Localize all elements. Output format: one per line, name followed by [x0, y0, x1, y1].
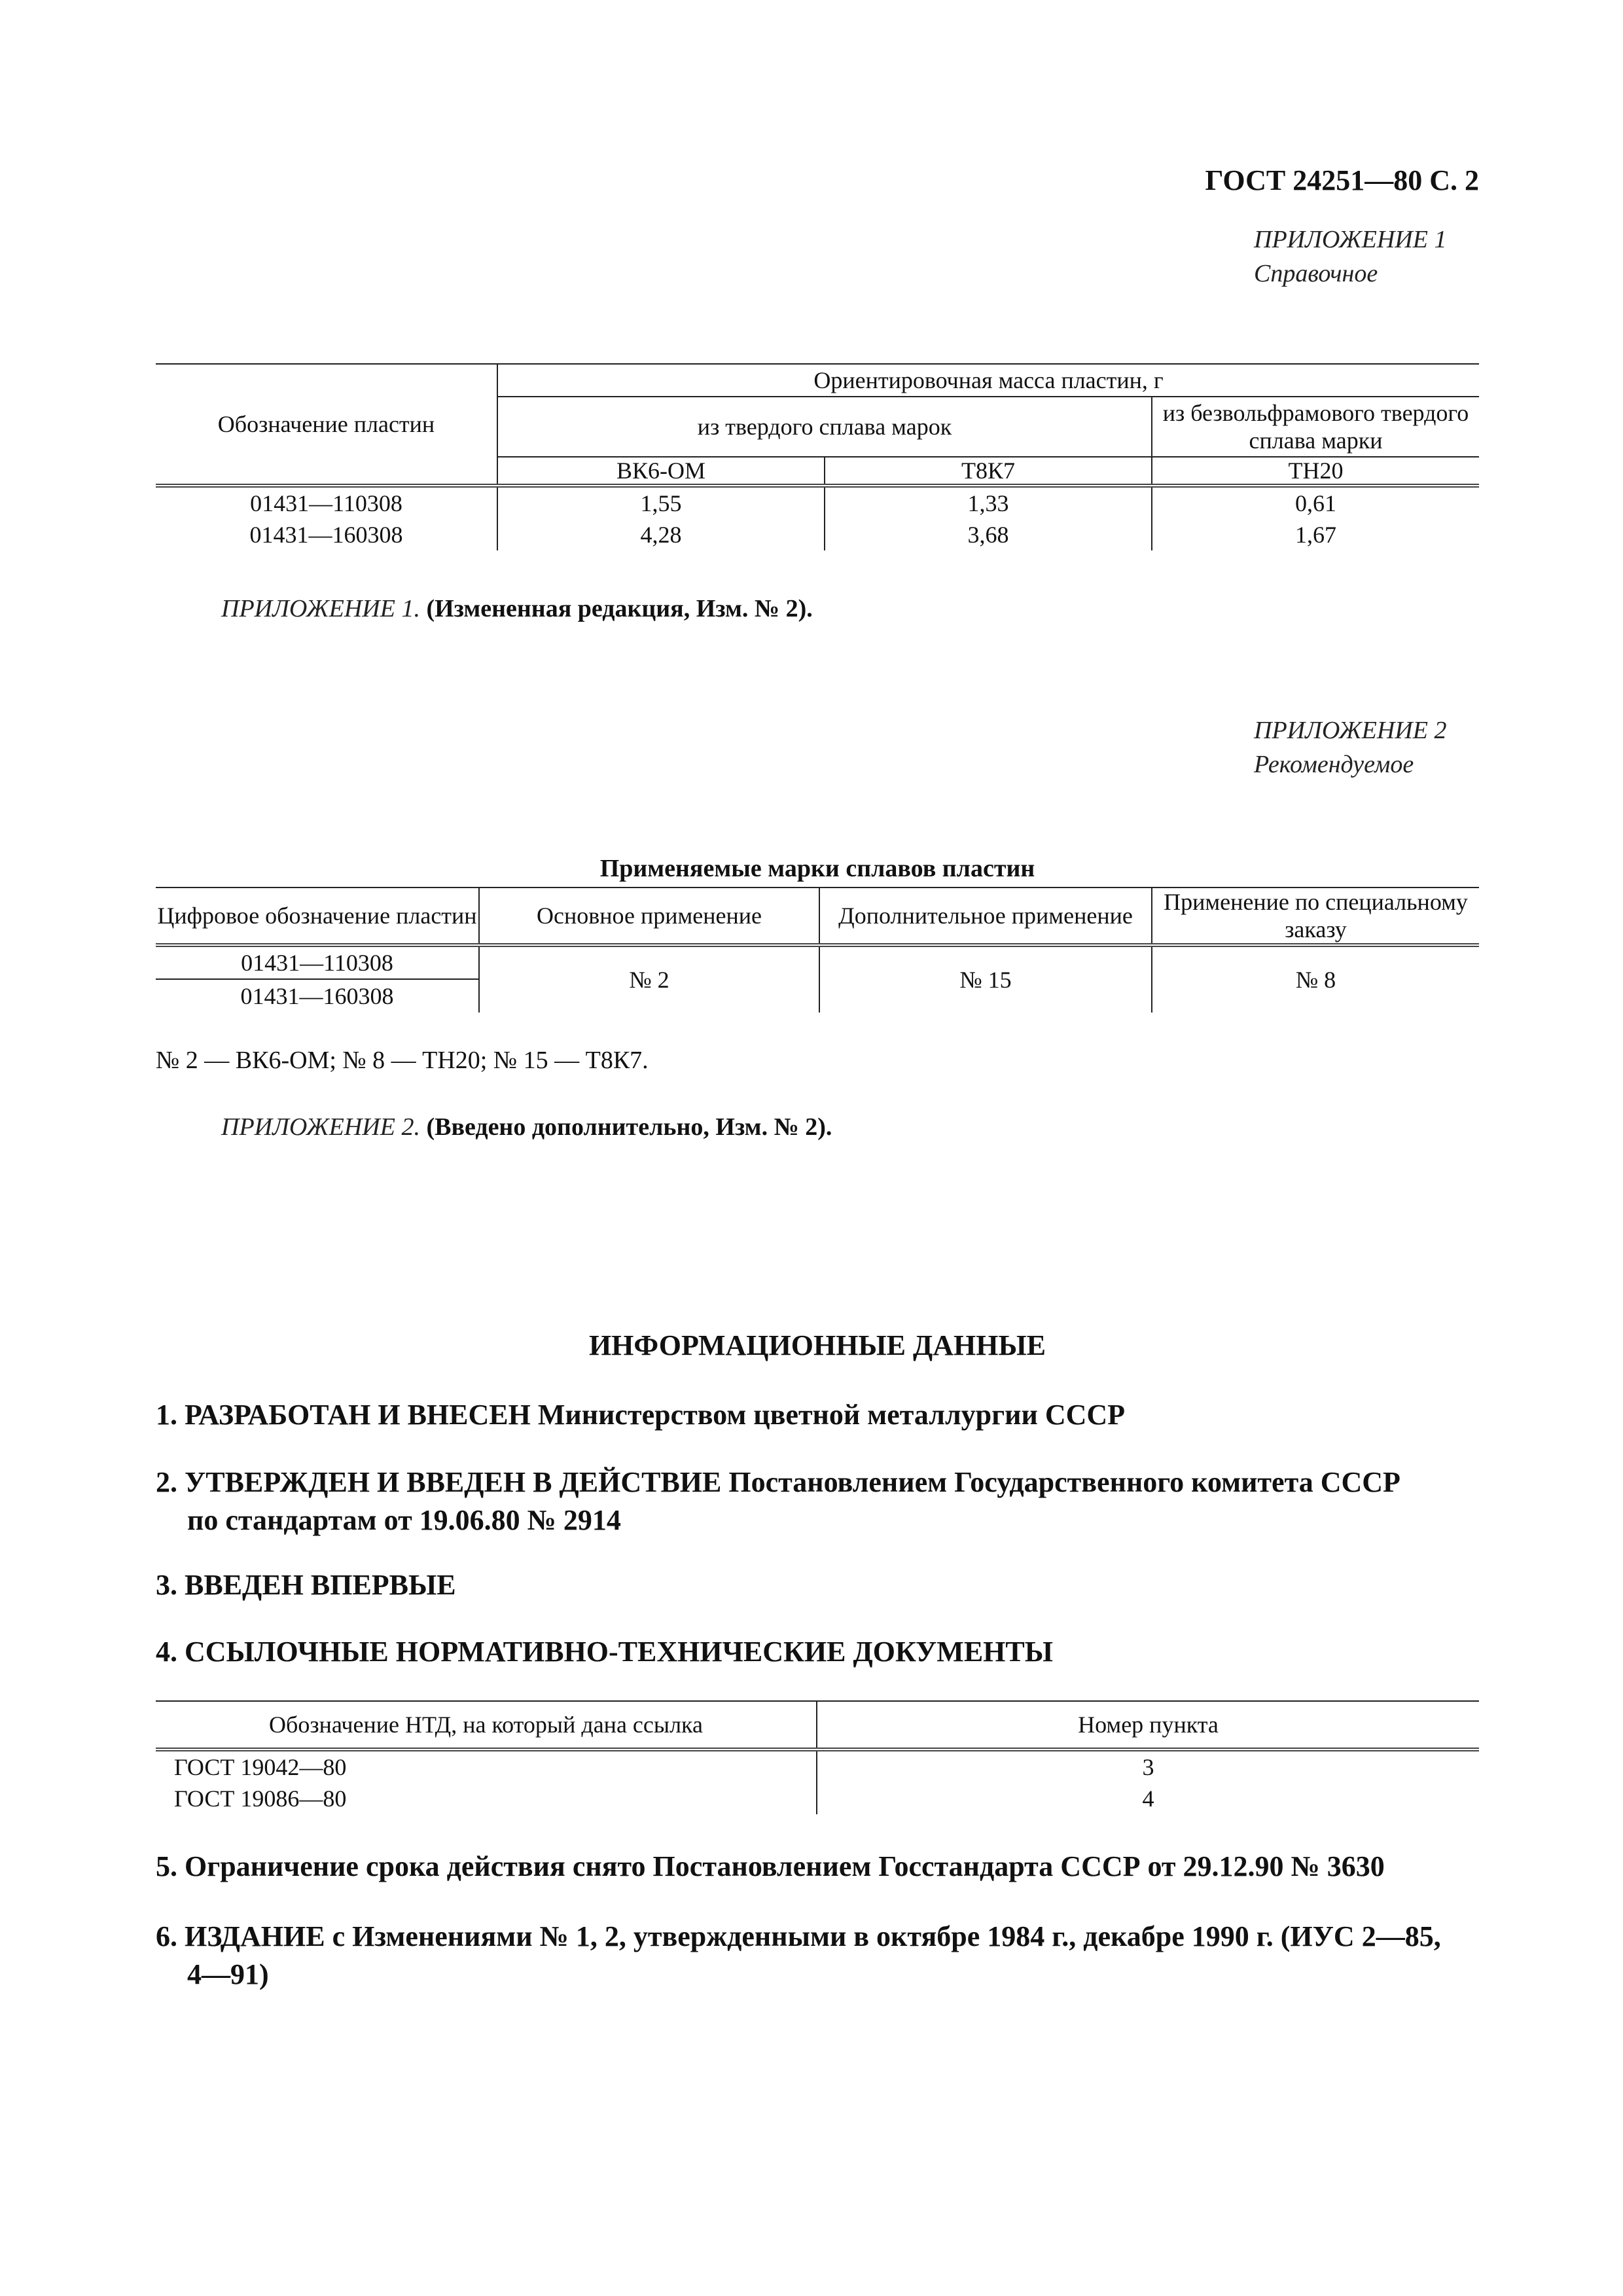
appendix2-kind: Рекомендуемое [1254, 751, 1414, 778]
row-value-t8k7: 3,68 [825, 519, 1152, 550]
row-designation: 01431—160308 [249, 522, 403, 548]
info-item-4: 4. ССЫЛОЧНЫЕ НОРМАТИВНО-ТЕХНИЧЕСКИЕ ДОКУМЕНТЫ [156, 1636, 1053, 1668]
row-value-tn20: 0,61 [1152, 486, 1479, 519]
appendix1-label: ПРИЛОЖЕНИЕ 1 [1254, 226, 1447, 253]
special-application-value: № 8 [1152, 945, 1479, 1013]
grade-legend: № 2 — ВК6-ОМ; № 8 — ТН20; № 15 — Т8К7. [156, 1047, 649, 1074]
col-doc-header: Обозначение НТД, на который дана ссылка [156, 1701, 817, 1749]
appendix1-kind: Справочное [1254, 260, 1378, 287]
col-designation-header: Цифровое обозначение пластин [156, 888, 479, 945]
table-row [156, 1783, 1479, 1814]
info-item-6-line2: 4—91) [187, 1958, 269, 1990]
col-main-header: Основное применение [479, 888, 819, 945]
appendix1-note [221, 594, 813, 623]
main-application-value: № 2 [479, 945, 819, 1013]
row-designation: 01431—110308 [250, 490, 402, 516]
appendix2-label: ПРИЛОЖЕНИЕ 2 [1254, 717, 1447, 744]
row-designation: 01431—160308 [240, 983, 394, 1009]
table-row [156, 945, 1479, 979]
info-item-6-line1: 6. ИЗДАНИЕ с Изменениями № 1, 2, утвержденными в октябре 1984 г., декабре 1990 г. (ИУС 2—85, [156, 1920, 1441, 1952]
hard-alloy-subheader: из твердого сплава марок [497, 397, 1152, 457]
appendix2-caption: Применяемые марки сплавов пластин [599, 855, 1035, 882]
appendix2-note-text: (Введено дополнительно, Изм. № 2). [426, 1113, 832, 1141]
row-value-t8k7: 1,33 [825, 486, 1152, 519]
page-header: ГОСТ 24251—80 С. 2 [1205, 164, 1479, 196]
appendix1-note-text: (Измененная редакция, Изм. № 2). [426, 595, 813, 622]
additional-application-value: № 15 [819, 945, 1152, 1013]
table-row [156, 519, 1479, 550]
info-item-2-line2: по стандартам от 19.06.80 № 2914 [187, 1504, 621, 1536]
appendix1-note-label: ПРИЛОЖЕНИЕ 1. [221, 595, 420, 622]
info-item-6 [156, 1918, 1484, 1994]
info-item-5: 5. Ограничение срока действия снято Постановлением Госстандарта СССР от 29.12.90 № 3630 [156, 1850, 1385, 1882]
mass-group-header: Ориентировочная масса пластин, г [497, 364, 1479, 397]
nontungsten-subheader: из безвольфрамового твердого сплава марки [1152, 397, 1479, 457]
table-row [156, 1749, 1479, 1783]
info-item-2-line1: 2. УТВЕРЖДЕН И ВВЕДЕН В ДЕЙСТВИЕ Постановлением Государственного комитета СССР [156, 1466, 1400, 1498]
appendix2-table [156, 887, 1479, 1013]
grade-header-tn20: ТН20 [1152, 457, 1479, 486]
col-additional-header: Дополнительное применение [819, 888, 1152, 945]
table-row [156, 486, 1479, 519]
ref-clause: 3 [817, 1749, 1479, 1783]
col-clause-header: Номер пункта [817, 1701, 1479, 1749]
grade-header-vk6om: ВК6-ОМ [497, 457, 825, 486]
row-value-tn20: 1,67 [1152, 519, 1479, 550]
info-title: ИНФОРМАЦИОННЫЕ ДАННЫЕ [588, 1329, 1046, 1361]
appendix2-note [221, 1113, 832, 1141]
info-item-2 [156, 1463, 1484, 1539]
appendix1-table [156, 363, 1479, 550]
col-special-header: Применение по специальному заказу [1152, 888, 1479, 945]
row-designation: 01431—110308 [156, 945, 479, 979]
appendix2-label-block [1254, 713, 1446, 781]
reference-table [156, 1700, 1479, 1814]
info-item-1: 1. РАЗРАБОТАН И ВНЕСЕН Министерством цветной металлургии СССР [156, 1399, 1126, 1431]
appendix2-note-label: ПРИЛОЖЕНИЕ 2. [221, 1113, 420, 1141]
info-item-3: 3. ВВЕДЕН ВПЕРВЫЕ [156, 1569, 456, 1601]
row-value-vk6om: 4,28 [497, 519, 825, 550]
grade-header-t8k7: Т8К7 [825, 457, 1152, 486]
ref-doc: ГОСТ 19042—80 [174, 1754, 347, 1780]
ref-clause: 4 [817, 1783, 1479, 1814]
col-designation-header: Обозначение пластин [156, 364, 497, 486]
ref-doc: ГОСТ 19086—80 [174, 1785, 347, 1812]
row-value-vk6om: 1,55 [497, 486, 825, 519]
appendix1-label-block [1254, 223, 1446, 291]
